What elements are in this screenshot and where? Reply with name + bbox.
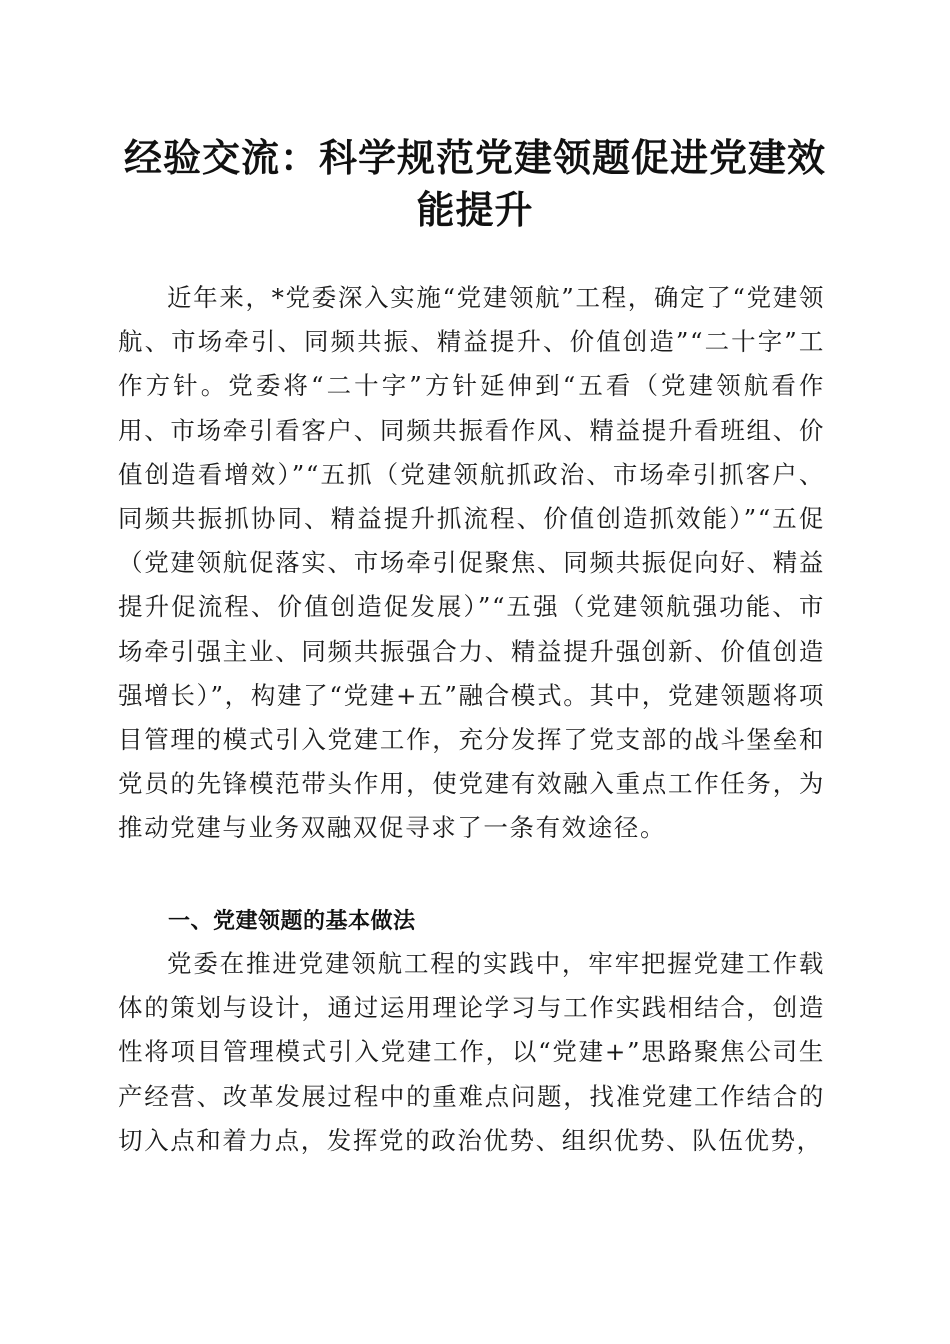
intro-paragraph: 近年来，*党委深入实施“党建领航”工程，确定了“党建领航、市场牵引、同频共振、精益提升、价值创造”“二十字”工作方针。党委将“二十字”方针延伸到“五看（党建领航看作用、市场牵引看客户、同频共振看作风、精益提升看班组、价值创造看增效）”“五抓（党建领航抓政治、市场牵引抓客户、同频共振抓协同、精益提升抓流程、价值创造抓效能）”“五促（党建领航促落实、市场牵引促聚焦、同频共振促向好、精益提升促流程、价值创造促发展）”“五强（党建领航强功能、市场牵引强主业、同频共振强合力、精益提升强创新、价值创造强增长）”，构建了“党建+五”融合模式。其中，党建领题将项目管理的模式引入党建工作，充分发挥了党支部的战斗堡垒和党员的先锋模范带头作用，使党建有效融入重点工作任务，为推动党建与业务双融双促寻求了一条有效途径。 [118,283,825,843]
section-paragraph: 党委在推进党建领航工程的实践中，牢牢把握党建工作载体的策划与设计，通过运用理论学习与工作实践相结合，创造性将项目管理模式引入党建工作，以“党建+”思路聚焦公司生产经营、改革发展过程中的重难点问题，找准党建工作结合的切入点和着力点，发挥党的政治优势、组织优势、队伍优势， [118,949,825,1155]
section-heading: 一、党建领题的基本做法 [168,909,416,934]
document-title: 经验交流：科学规范党建领题促进党建效能提升 [123,135,826,232]
